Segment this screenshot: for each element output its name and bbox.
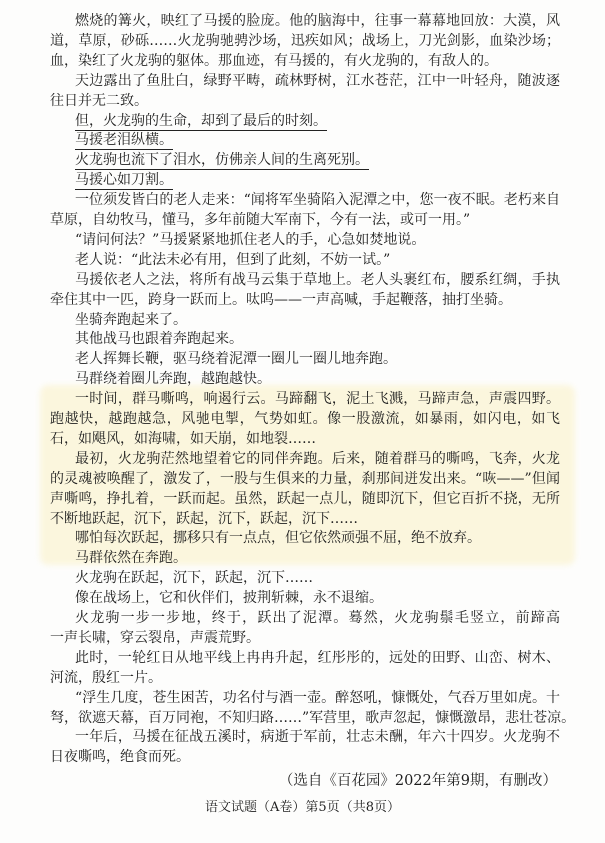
line-text: 日夜嘶鸣，绝食而死。 <box>50 749 190 766</box>
line-text: 草原，自幼牧马，懂马，多年前随大军南下，今有一法，或可一用。” <box>50 212 471 228</box>
line-text: 火龙驹一步一步地，终于，跃出了泥潭。蓦然，火龙驹鬃毛竖立，前蹄高 <box>75 610 560 626</box>
line-text: 马援心如刀割。 <box>75 172 173 189</box>
line-text: 马援依老人之法，将所有战马云集于草地上。老人头裹红布，腰系红绸，手执 <box>75 271 560 288</box>
text-line <box>50 470 560 488</box>
line-text: 天边露出了鱼肚白，绿野平畴，疏林野树，江水苍茫，江中一叶轻舟，随波逐 <box>75 72 560 89</box>
text-line <box>75 112 327 130</box>
line-text: 马群依然在奔跑。 <box>75 550 187 567</box>
text-line <box>50 291 512 309</box>
text-line <box>75 390 560 408</box>
line-text: 血，染红了火龙驹的躯体。那血迹，有马援的，有火龙驹的，有敌人的。 <box>50 52 498 69</box>
line-text: “请问何法？”马援紧紧地抓住老人的手，心急如焚地说。 <box>75 231 426 248</box>
text-line <box>50 629 260 647</box>
text-line <box>75 370 271 388</box>
text-line <box>75 131 173 149</box>
text-line <box>50 32 560 50</box>
line-text: 跑越快，越跑越急，风驰电掣，气势如虹。像一股激流，如暴雨，如闪电，如飞 <box>50 411 560 427</box>
text-line <box>75 171 173 189</box>
line-text: 马群绕着圈儿奔跑，越跑越快。 <box>75 371 271 388</box>
text-line <box>75 151 369 169</box>
text-line <box>75 271 560 289</box>
line-text: 一时间，群马嘶鸣，响遏行云。马蹄翻飞，泥土飞溅，马蹄声急，声震四野。 <box>75 391 560 408</box>
line-text: 老人说：“此法未必有用，但到了此刻，不妨一试。” <box>75 251 391 268</box>
line-text: 一年后，马援在征战五溪时，病逝于军前，壮志未酬，年六十四岁。火龙驹不 <box>75 729 560 746</box>
line-text: 河流，殷红一片。 <box>50 669 162 686</box>
text-line <box>75 529 481 547</box>
line-text: 哪怕每次跃起，挪移只有一点点，但它依然顽强不屈，绝不放弃。 <box>75 530 481 547</box>
text-line <box>75 330 243 348</box>
line-text: 此时，一轮红日从地平线上冉冉升起，红彤彤的，远处的田野、山峦、树木、 <box>75 649 560 666</box>
line-text: 道，草原，砂砾……火龙驹驰骋沙场，迅疾如风；战场上，刀光剑影，血染沙场； <box>50 32 560 49</box>
line-text: 但，火龙驹的生命，却到了最后的时刻。 <box>75 112 327 129</box>
text-line <box>75 311 187 329</box>
text-line <box>75 191 560 209</box>
line-text: 的灵魂被唤醒了，激发了，一股与生俱来的力量，刹那间迸发出来。“咴——”但闻 <box>50 470 560 487</box>
text-line <box>50 669 162 687</box>
line-text: 一位须发皆白的老人走来：“闻将军坐骑陷入泥潭之中，您一夜不眠。老朽来自 <box>75 192 560 209</box>
line-text: 一声长啸，穿云裂帛，声震荒野。 <box>50 629 260 646</box>
text-line <box>50 709 575 727</box>
line-text: 弩，欲遮天幕，百万同袍，不知归路……”军营里，歌声忽起，慷慨激昂，悲壮苍凉。 <box>50 709 576 726</box>
text-line <box>75 450 560 468</box>
line-text: 不断地跃起，沉下，跃起，沉下，跃起，沉下…… <box>50 510 358 527</box>
line-text: 老人挥舞长鞭，驱马绕着泥潭一圈儿一圈儿地奔跑。 <box>75 351 397 368</box>
text-line <box>75 728 560 746</box>
text-line <box>75 251 390 269</box>
text-line <box>50 410 560 428</box>
line-text: 往日并无二致。 <box>50 92 148 109</box>
text-line <box>75 569 313 587</box>
line-text: 声嘶鸣，挣扎着，一跃而起。虽然，跃起一点儿，随即沉下，但它百折不挠，无所 <box>50 490 560 507</box>
line-text: 火龙驹也流下了泪水，仿佛亲人间的生离死别。 <box>75 152 369 169</box>
text-line <box>75 689 560 707</box>
text-line <box>75 72 560 90</box>
text-line <box>50 430 316 448</box>
line-text: 像在战场上，它和伙伴们，披荆斩棘，永不退缩。 <box>75 590 383 607</box>
text-line <box>50 748 190 766</box>
text-line <box>50 211 470 229</box>
text-line <box>75 589 383 607</box>
text-line <box>50 490 560 508</box>
text-line <box>50 92 148 110</box>
text-line <box>50 52 498 70</box>
text-line <box>75 609 560 627</box>
line-text: 马援老泪纵横。 <box>75 132 173 149</box>
line-text: 坐骑奔跑起来了。 <box>75 311 187 328</box>
line-text: 其他战马也跟着奔跑起来。 <box>75 331 243 348</box>
line-text: “浮生几度，苍生困苦，功名付与酒一壶。醉怒吼，慷慨处，气吞万里如虎。十 <box>75 689 560 706</box>
text-line <box>75 350 397 368</box>
line-text: 牵住其中一匹，跨身一跃而上。呔呜——一声高喊，手起鞭落，抽打坐骑。 <box>50 291 512 308</box>
line-text: 火龙驹在跃起，沉下，跃起，沉下…… <box>75 570 313 587</box>
line-text: 最初，火龙驹茫然地望着它的同伴奔跑。后来，随着群马的嘶鸣，飞奔，火龙 <box>75 450 560 467</box>
text-line <box>75 549 187 567</box>
text-line <box>75 231 425 249</box>
source-citation: （选自《百花园》2022年第9期，有删改） <box>278 773 557 789</box>
text-line <box>75 12 560 30</box>
line-text: 石，如飓风，如海啸，如天崩，如地裂…… <box>50 430 316 447</box>
text-line <box>50 510 358 528</box>
line-text: 燃烧的篝火，映红了马援的脸庞。他的脑海中，往事一幕幕地回放：大漠，风 <box>75 13 560 29</box>
text-line <box>75 649 560 667</box>
page-footer: 语文试题（A卷）第5页（共8页） <box>205 800 400 815</box>
